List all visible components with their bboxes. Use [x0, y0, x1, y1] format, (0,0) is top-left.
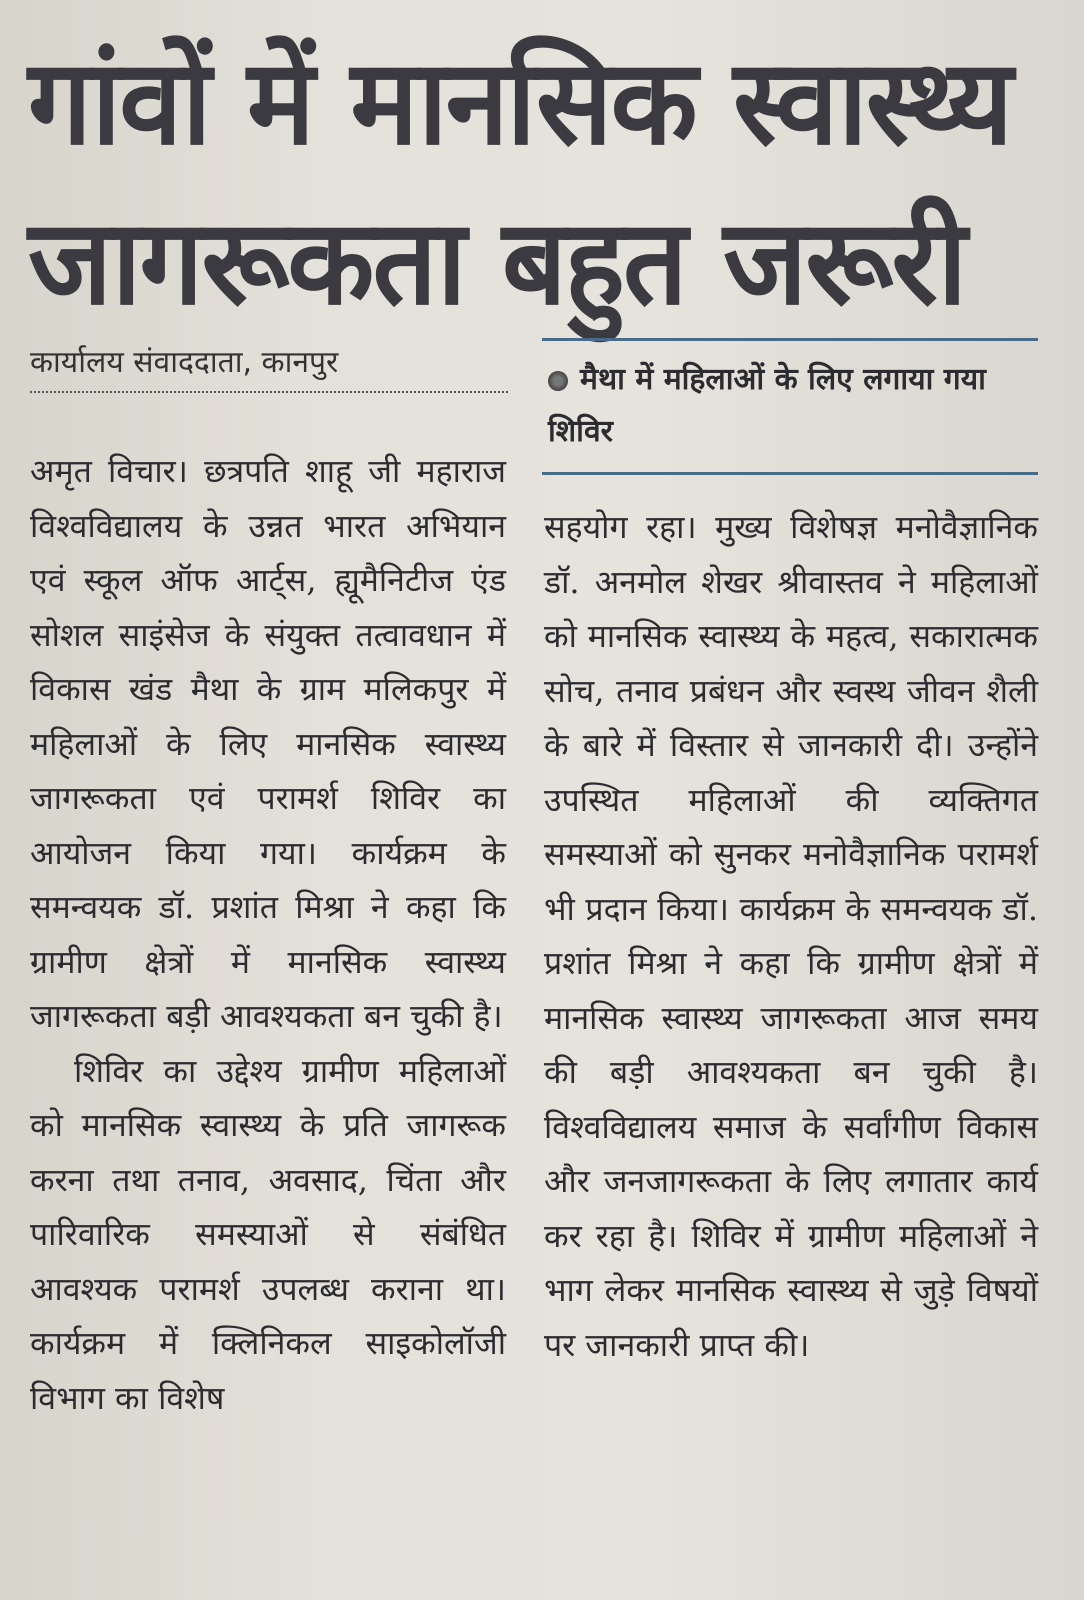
headline-line-2: जागरूकता बहुत जरूरी	[28, 193, 966, 331]
article-paragraph-3: सहयोग रहा। मुख्य विशेषज्ञ मनोवैज्ञानिक डॉ. अनमोल शेखर श्रीवास्तव ने महिलाओं को मानसिक स्वास्थ्य के महत्व, सकारात्मक सोच, तनाव प्रबंधन और स्वस्थ जीवन शैली के बारे में विस्तार से जानकारी दी। उन्होंने उपस्थित महिलाओं की व्यक्तिगत समस्याओं को सुनकर मनोवैज्ञानिक परामर्श भी प्रदान किया। कार्यक्रम के समन्वयक डॉ. प्रशांत मिश्रा ने कहा कि ग्रामीण क्षेत्रों में मानसिक स्वास्थ्य जागरूकता आज समय की बड़ी आवश्यकता बन चुकी है। विश्वविद्यालय समाज के सर्वांगीण विकास और जनजागरूकता के लिए लगातार कार्य कर रहा है। शिविर में ग्रामीण महिलाओं ने भाग लेकर मानसिक स्वास्थ्य से जुड़े विषयों पर जानकारी प्राप्त की।	[544, 508, 1038, 1364]
article-column-left	[30, 444, 506, 1425]
subhead	[548, 354, 1038, 458]
subhead-rule-bottom	[542, 472, 1038, 475]
article-column-right	[544, 500, 1038, 1372]
subhead-rule-top	[542, 338, 1038, 341]
article-paragraph-1: अमृत विचार। छत्रपति शाहू जी महाराज विश्वविद्यालय के उन्नत भारत अभियान एवं स्कूल ऑफ आर्ट्स, ह्यूमैनिटीज एंड सोशल साइंसेज के संयुक्त तत्वावधान में विकास खंड मैथा के ग्राम मलिकपुर में महिलाओं के लिए मानसिक स्वास्थ्य जागरूकता एवं परामर्श शिविर का आयोजन किया गया। कार्यक्रम के समन्वयक डॉ. प्रशांत मिश्रा ने कहा कि ग्रामीण क्षेत्रों में मानसिक स्वास्थ्य जागरूकता बड़ी आवश्यकता बन चुकी है।	[30, 452, 506, 1035]
headline	[28, 22, 1058, 342]
headline-line-1: गांवों में मानसिक स्वास्थ्य	[28, 33, 1012, 171]
byline: कार्यालय संवाददाता, कानपुर	[30, 340, 508, 393]
subhead-text: मैथा में महिलाओं के लिए लगाया गया शिविर	[548, 362, 986, 449]
bullet-icon	[548, 371, 568, 391]
article-paragraph-2: शिविर का उद्देश्य ग्रामीण महिलाओं को मानसिक स्वास्थ्य के प्रति जागरूक करना तथा तनाव, अवसाद, चिंता और पारिवारिक समस्याओं से संबंधित आवश्यक परामर्श उपलब्ध कराना था। कार्यक्रम में क्लिनिकल साइकोलॉजी विभाग का विशेष	[30, 1051, 506, 1417]
